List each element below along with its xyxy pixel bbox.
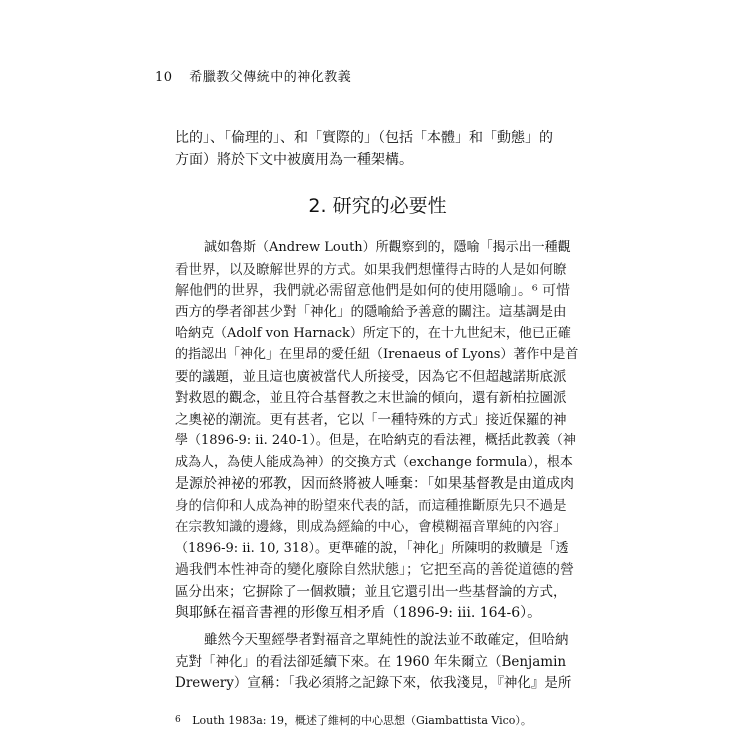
text-line: 要的議題，並且這也廣被當代人所接受，因為它不但超越諾斯底派	[175, 369, 567, 385]
text-line: 身的信仰和人成為神的盼望來代表的話，而這種推斷原先只不過是	[175, 498, 567, 514]
text-line: 在宗教知識的邊緣，則成為經綸的中心，會模糊福音單純的內容」	[175, 519, 567, 535]
text-line: 學（1896-9: ii. 240-1）。但是，在哈納克的看法裡，概括此教義（神	[175, 433, 576, 448]
footnote-text: Louth 1983a: 19，概述了維柯的中心思想（Giambattista Vico）。	[192, 714, 532, 727]
text-line: Drewery）宣稱：「我必須將之記錄下來，依我淺見，『神化』是所	[175, 675, 572, 691]
text-line: 過我們本性神奇的變化廢除自然狀態」；它把至高的善從道德的營	[175, 562, 574, 578]
text-line: 雖然今天聖經學者對福音之單純性的說法並不敢確定，但哈納	[204, 632, 569, 648]
text-line: 哈納克（Adolf von Harnack）所定下的，在十九世紀末，他已正確	[175, 326, 571, 341]
text-line: 的指認出「神化」在里昂的愛任紐（Irenaeus of Lyons）著作中是首	[175, 347, 579, 362]
text-line: （1896-9: ii. 10, 318）。更準確的說，「神化」所陳明的救贖是「透	[175, 541, 569, 556]
text-line: 成為人，為使人能成為神）的交換方式（exchange formula），根本	[175, 455, 573, 470]
page-number: 10	[155, 70, 173, 85]
text-line: 對救恩的觀念，並且符合基督教之末世論的傾向，還有新柏拉圖派	[175, 390, 567, 406]
book-title: 希臘教父傳統中的神化教義	[189, 70, 352, 85]
footnote-marker: 6	[175, 715, 181, 725]
section-heading: 2. 研究的必要性	[308, 195, 447, 217]
text-line: 與耶穌在福音書裡的形像互相矛盾（1896-9: iii. 164-6）。	[175, 605, 542, 621]
running-head	[155, 66, 351, 85]
text-line: 區分出來；它摒除了一個救贖；並且它還引出一些基督論的方式，	[175, 584, 567, 600]
footnote	[175, 712, 580, 728]
text-line: 克對「神化」的看法卻延續下來。在 1960 年朱爾立（Benjamin	[175, 654, 567, 670]
text-line: 誠如魯斯（Andrew Louth）所觀察到的，隱喻「揭示出一種觀	[204, 240, 571, 255]
intro-line: 比的」、「倫理的」、和「實際的」（包括「本體」和「動態」的	[175, 130, 553, 146]
text-line: 解他們的世界，我們就必需留意他們是如何的使用隱喻」。⁶ 可惜	[175, 283, 571, 299]
text-line: 看世界，以及瞭解世界的方式。如果我們想懂得古時的人是如何瞭	[175, 262, 567, 278]
text-line: 西方的學者卻甚少對「神化」的隱喻給予善意的關注。這基調是由	[175, 304, 567, 320]
text-line: 之奧祕的潮流。更有甚者，它以「一種特殊的方式」接近保羅的神	[175, 412, 567, 428]
intro-line: 方面）將於下文中被廣用為一種架構。	[175, 152, 413, 168]
text-line: 是源於神祕的邪教，因而終將被人唾棄：「如果基督教是由道成肉	[175, 476, 574, 492]
